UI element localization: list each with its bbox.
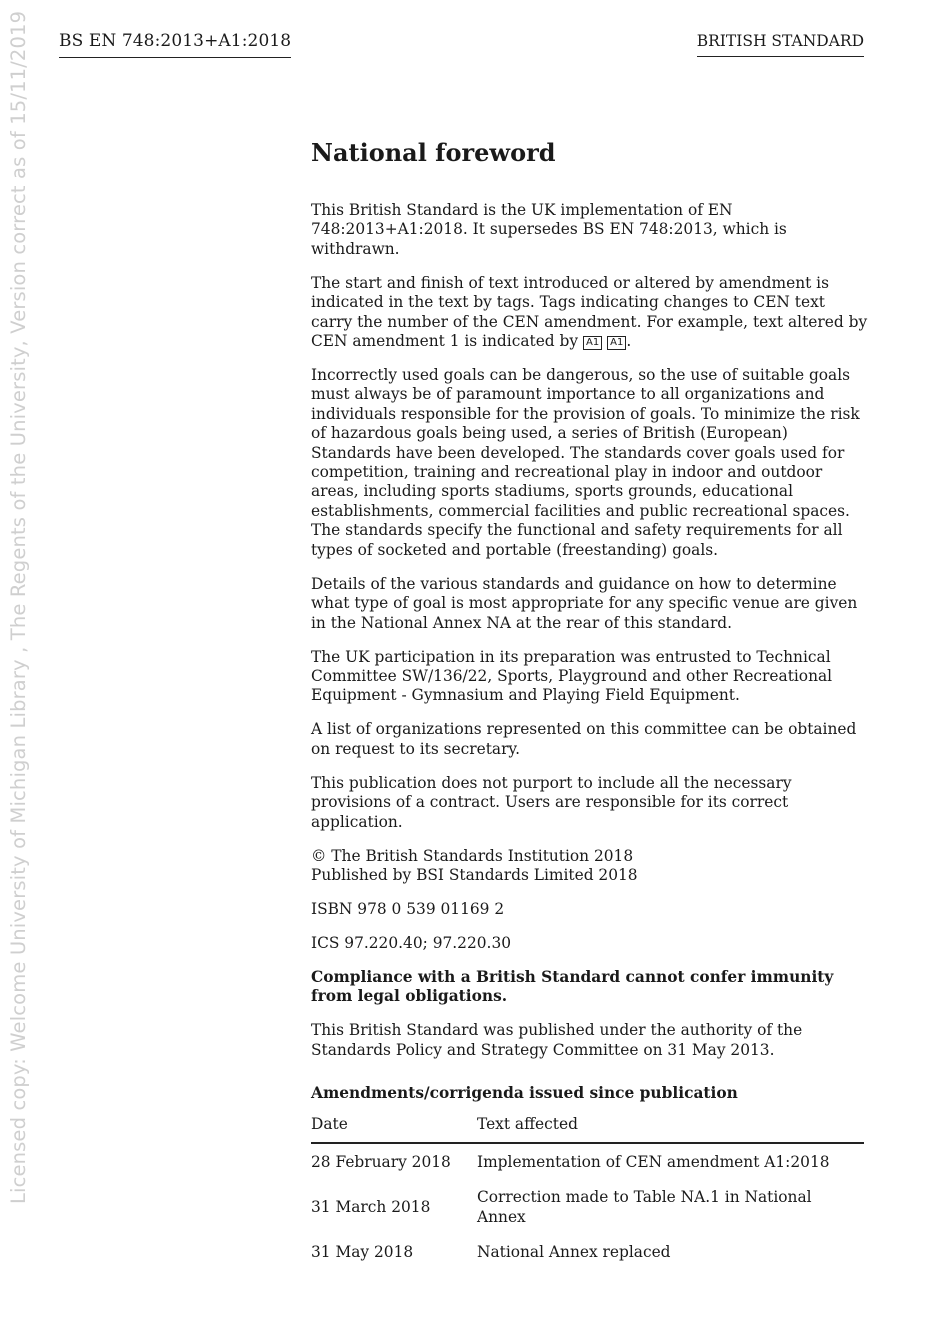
compliance-notice: Compliance with a British Standard cannot confer immunity from legal obligations.	[311, 967, 834, 1006]
paragraph-implementation: This British Standard is the UK implementation of EN 748:2013+A1:2018. It supersedes BS EN 748:2013, which is withdrawn.	[311, 201, 787, 258]
amendment-text: National Annex replaced	[477, 1243, 671, 1262]
paragraph-contract: This publication does not purport to include all the necessary provisions of a contract. Users are responsible for its correct application.	[311, 773, 792, 831]
table-row	[311, 1179, 864, 1234]
amendments-heading: Amendments/corrigenda issued since publication	[311, 1084, 738, 1103]
amendments-table	[311, 1109, 864, 1270]
paragraph-goals-safety: Incorrectly used goals can be dangerous, so the use of suitable goals must always be of paramount importance to all organizations and individuals responsible for the provision of goals. To minimize the risk of hazardous goals being used, a series of British (European) Standards have been developed. The standards cover goals used for competition, training and recreational play in indoor and outdoor areas, including sports stadiums, sports grounds, educational establishments, commercial facilities and public recreational spaces. The standards specify the functional and safety requirements for all types of socketed and portable (freestanding) goals.	[311, 366, 860, 559]
page-title: National foreword	[311, 138, 556, 167]
column-header-text-affected: Text affected	[477, 1109, 864, 1143]
foreword-content	[311, 137, 869, 1270]
column-header-date: Date	[311, 1109, 477, 1143]
header-label: BRITISH STANDARD	[697, 32, 864, 57]
paragraph-national-annex: Details of the various standards and guidance on how to determine what type of goal is most appropriate for any specific venue are given in the National Annex NA at the rear of this standard.	[311, 574, 858, 632]
paragraph-organizations: A list of organizations represented on this committee can be obtained on request to its secretary.	[311, 720, 857, 758]
table-row	[311, 1143, 864, 1179]
amendment-text: Correction made to Table NA.1 in National Annex	[477, 1188, 812, 1226]
isbn: ISBN 978 0 539 01169 2	[311, 899, 505, 918]
amendment-date: 31 May 2018	[311, 1243, 414, 1262]
copyright-line: © The British Standards Institution 2018	[311, 846, 634, 865]
ics: ICS 97.220.40; 97.220.30	[311, 933, 512, 952]
amendment-start-tag-icon: A1	[583, 336, 602, 350]
amendment-date: 28 February 2018	[311, 1152, 451, 1171]
paragraph-amendment-tags-text: The start and finish of text introduced or altered by amendment is indicated in the text by tags. Tags indicating changes to CEN text carry the number of the CEN amendment. For example, text altered by CEN amendment 1 is indicated by	[311, 273, 868, 351]
published-line: Published by BSI Standards Limited 2018	[311, 865, 638, 884]
paragraph-amendment-tags	[311, 274, 869, 352]
copyright-block	[311, 847, 869, 886]
amendment-date: 31 March 2018	[311, 1198, 431, 1217]
amendment-end-tag-icon: A1	[607, 336, 626, 350]
paragraph-authority: This British Standard was published under the authority of the Standards Policy and Strategy Committee on 31 May 2013.	[311, 1021, 803, 1059]
header-doc-id: BS EN 748:2013+A1:2018	[59, 31, 291, 58]
license-watermark: Licensed copy: Welcome University of Michigan Library , The Regents of the University, Version correct as of 15/11/2019	[7, 10, 30, 1204]
paragraph-amendment-tags-end: .	[626, 332, 632, 351]
table-row	[311, 1234, 864, 1269]
amendment-text: Implementation of CEN amendment A1:2018	[477, 1152, 830, 1171]
table-header-row	[311, 1109, 864, 1143]
paragraph-committee: The UK participation in its preparation was entrusted to Technical Committee SW/136/22, Sports, Playground and other Recreational Equipment - Gymnasium and Playing Field Equipment.	[311, 647, 833, 705]
